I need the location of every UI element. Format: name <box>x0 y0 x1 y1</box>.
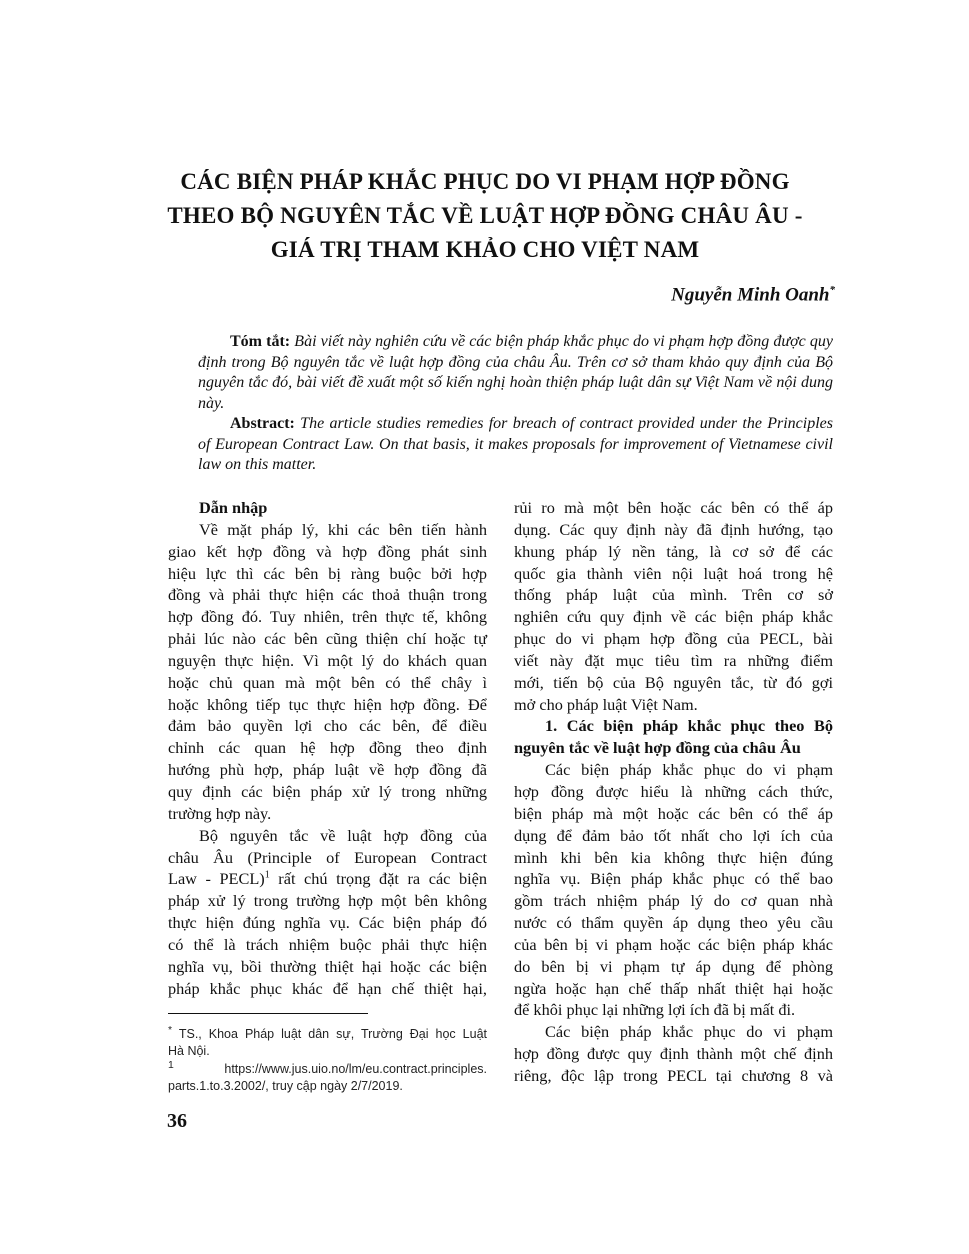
paragraph-line: ngừa hoặc hạn chế thấp nhất thiệt hại hoặc <box>514 978 833 998</box>
abstract-en-label: Abstract: <box>230 415 295 432</box>
paragraph-line: dụng. Các quy định này đã định hướng, tạo <box>514 519 833 539</box>
footnote-divider <box>168 1013 368 1014</box>
paragraph-line: nguyện thực hiện. Vì một lý do khách quan <box>168 650 487 670</box>
paragraph-line: để khôi phục lại những lợi ích đã bị mất đi. <box>514 1000 796 1020</box>
abstract-en-text: The article studies remedies for breach of contract provided under the Principles of European Contract Law. On that basis, it makes proposals for improvement of Vietnamese civil law on this matter. <box>198 415 833 474</box>
title-line: CÁC BIỆN PHÁP KHẮC PHỤC DO VI PHẠM HỢP ĐỒNG <box>180 169 790 194</box>
paragraph-line: quốc gia thành viên nội luật hoá trong hệ <box>514 563 833 583</box>
paragraph-line: pháp xử lý trong trường hợp một bên không <box>168 891 487 911</box>
paragraph-line: Các biện pháp khắc phục do vi phạm <box>545 760 833 780</box>
paragraph-line: hoặc không tiếp tục thực hiện hợp đồng. Để <box>168 694 487 714</box>
paragraph-line: mở cho pháp luật Việt Nam. <box>514 694 698 714</box>
title-line: GIÁ TRỊ THAM KHẢO CHO VIỆT NAM <box>270 237 700 262</box>
paragraph-line: thống pháp luật của mình. Trên cơ sở <box>514 585 833 605</box>
paragraph-line: mới, tiến bộ của Bộ nguyên tắc, từ đó gợi <box>514 672 833 692</box>
paragraph-line-with-footnote <box>168 868 487 890</box>
paragraph-line: do bên bị vi phạm tự áp dụng để phòng <box>514 956 833 976</box>
abstract-vi-text: Bài viết này nghiên cứu về các biện pháp khắc phục do vi phạm hợp đồng được quy định trong Bộ nguyên tắc về luật hợp đồng của châu Âu. Trên cơ sở tham khảo quy định của Bộ nguyên tắc đó, bài viết đề xuất một số kiến nghị hoàn thiện pháp luật dân sự Việt Nam về nội dung này. <box>198 333 834 412</box>
left-column <box>168 497 487 999</box>
paragraph-line: châu Âu (Principle of European Contract <box>168 847 487 867</box>
paragraph-line: trường hợp này. <box>168 803 272 823</box>
footnote-line: Hà Nội. <box>168 1044 210 1059</box>
paragraph-line: hợp đồng được hiểu là những cách thức, <box>514 781 833 801</box>
footnote-1 <box>168 1057 487 1095</box>
paragraph-line: hoặc chủ quan mà một bên có thể chây ì <box>168 672 487 692</box>
paragraph-line: nghĩa vụ, bồi thường thiệt hại hoặc các biện <box>168 956 487 976</box>
footnote-line <box>168 1057 487 1078</box>
footnote-mark: 1 <box>168 1060 174 1071</box>
section-heading-1: 1. Các biện pháp khắc phục theo Bộ <box>545 716 833 736</box>
paragraph-line: phải lúc nào các bên cũng thiện chí hoặc tự <box>168 629 487 649</box>
author-name <box>671 284 835 306</box>
paragraph-line: gồm trách nhiệm pháp lý do cơ quan nhà <box>514 891 833 911</box>
paragraph-line: thực hiện đúng nghĩa vụ. Các biện pháp đó <box>168 913 487 933</box>
section-heading-1-cont: nguyên tắc về luật hợp đồng của châu Âu <box>514 738 801 758</box>
paragraph-line: đồng và phải thực hiện các thoả thuận trong <box>168 585 487 605</box>
article-title <box>120 165 850 267</box>
page-number: 36 <box>167 1110 187 1132</box>
paragraph-line: nghĩa vụ. Biện pháp khắc phục có thể bao <box>514 869 833 889</box>
paragraph-line: viết này đặt mục tiêu tìm ra những điểm <box>514 650 833 670</box>
footnote-ref[interactable]: 1 <box>264 869 270 881</box>
paragraph-line: quy định các biện pháp xử lý trong những <box>168 781 487 801</box>
paragraph-line: riêng, độc lập trong PECL tại chương 8 và <box>514 1065 833 1085</box>
footnote-mark: * <box>168 1025 173 1036</box>
paragraph-line: dụng để đảm bảo tốt nhất cho lợi ích của <box>514 825 833 845</box>
footnote-line: parts.1.to.3.2002/, truy cập ngày 2/7/2019. <box>168 1079 403 1094</box>
paragraph-line: Bộ nguyên tắc về luật hợp đồng của <box>199 825 487 845</box>
author-footnote-mark: * <box>829 284 835 296</box>
abstract-vi-label: Tóm tắt: <box>230 333 291 350</box>
footnote-url[interactable]: https://www.jus.uio.no/lm/eu.contract.principles. <box>224 1062 487 1077</box>
paragraph-line: mình khi bên kia không thực hiện đúng <box>514 847 833 867</box>
title-line: THEO BỘ NGUYÊN TẮC VỀ LUẬT HỢP ĐỒNG CHÂU ÂU - <box>167 203 803 228</box>
footnote-text: TS., Khoa Pháp luật dân sự, Trường Đại học Luật <box>178 1027 488 1042</box>
paragraph-line: hướng phù hợp, pháp luật về hợp đồng đã <box>168 760 487 780</box>
paragraph-line: biện pháp mà một hoặc các bên có thể áp <box>514 803 833 823</box>
right-column <box>514 497 833 1087</box>
paragraph-line: đảm bảo quyền lợi cho các bên, để điều <box>168 716 487 736</box>
paragraph-line: của bên bị vi phạm hoặc các biện pháp khác <box>514 934 833 954</box>
paragraph-line: rủi ro mà một bên hoặc các bên có thể áp <box>514 498 833 517</box>
paragraph-line: chỉnh các quan hệ hợp đồng theo định <box>168 738 487 758</box>
section-heading-intro: Dẫn nhập <box>199 498 268 517</box>
abstract-vietnamese <box>198 332 833 414</box>
paragraph-line: giao kết hợp đồng và hợp đồng phát sinh <box>168 541 487 561</box>
line-part: Law - PECL) <box>168 869 265 889</box>
paragraph-line: phục do vi phạm hợp đồng của PECL, bài <box>514 629 833 649</box>
line-part: rất chú trọng đặt ra các biện <box>278 869 488 889</box>
paragraph-line: có thể là trách nhiệm buộc phải thực hiện <box>168 934 487 954</box>
abstract-english <box>198 414 833 476</box>
paragraph-line: nước có thẩm quyền áp dụng theo yêu cầu <box>514 913 833 933</box>
paragraph-line: nghiên cứu quy định về các biện pháp khắc <box>514 607 833 627</box>
paragraph-line: hiệu lực thì các bên bị ràng buộc bởi hợp <box>168 563 487 583</box>
paragraph-line: Các biện pháp khắc phục do vi phạm <box>545 1022 833 1042</box>
paragraph-line: hợp đồng được quy định thành một chế định <box>514 1044 833 1064</box>
paragraph-line: pháp khắc phục khác để hạn chế thiệt hại, <box>168 978 487 998</box>
footnote-line <box>168 1022 487 1043</box>
paragraph-line: Về mặt pháp lý, khi các bên tiến hành <box>199 519 487 539</box>
author-name-text: Nguyễn Minh Oanh <box>671 284 830 306</box>
paragraph-line: hợp đồng đó. Tuy nhiên, trên thực tế, không <box>168 607 487 627</box>
footnote-author <box>168 1022 487 1060</box>
paragraph-line: khung pháp lý nền tảng, là cơ sở để các <box>514 541 833 561</box>
